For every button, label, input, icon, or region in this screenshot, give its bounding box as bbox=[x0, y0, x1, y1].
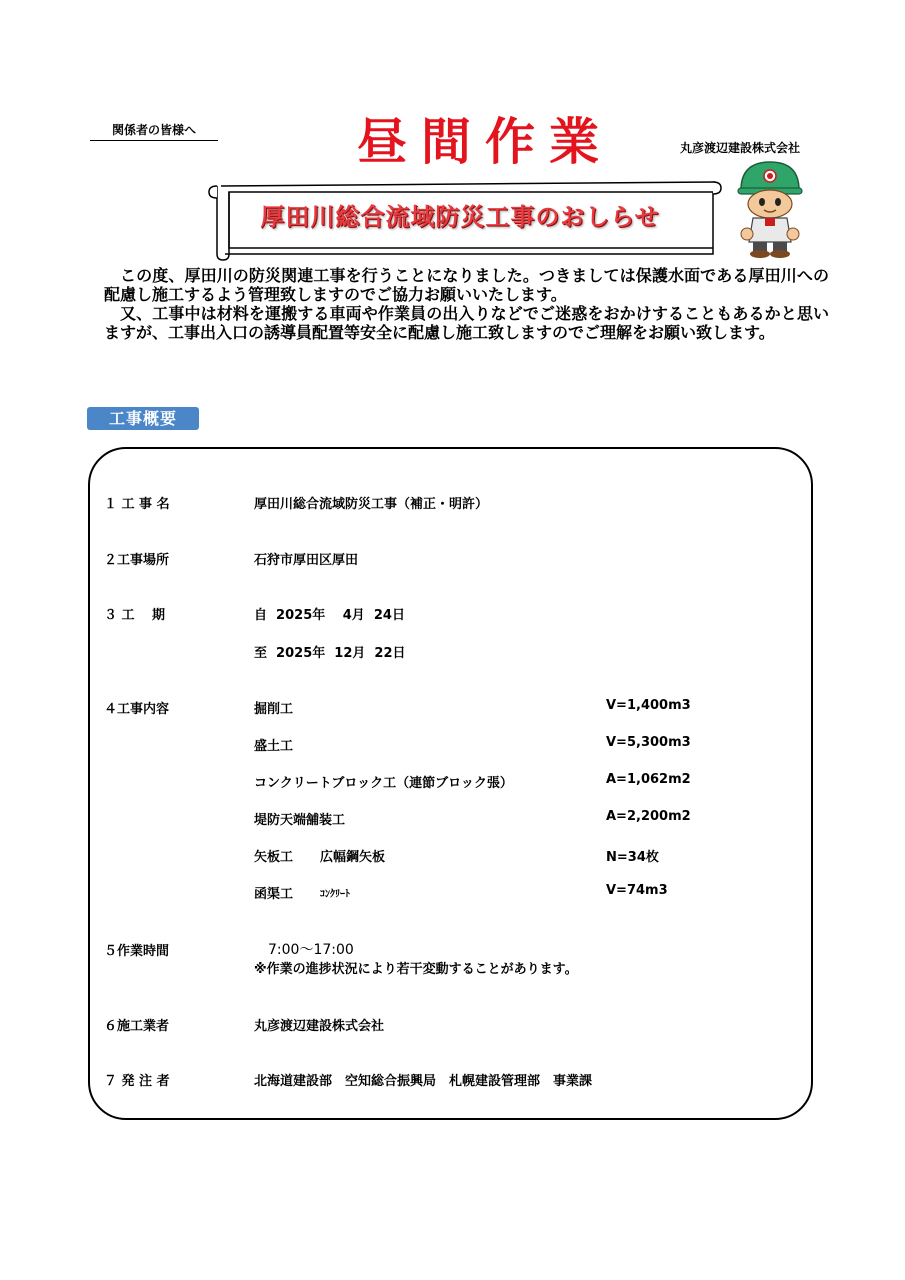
work-item-sub: ｺﾝｸﾘｰﾄ bbox=[320, 889, 350, 900]
work-item-name: 掘削工 bbox=[254, 702, 294, 717]
intro-paragraph-1: この度、厚田川の防災関連工事を行うことになりました。つきましては保護水面である厚田川への配慮し施工するよう管理致しますのでご協力お願いいたします。 bbox=[104, 266, 829, 304]
work-item-quantity: N=34枚 bbox=[606, 850, 659, 865]
site-location-label: ２工事場所 bbox=[104, 553, 170, 568]
contractor-value: 丸彦渡辺建設株式会社 bbox=[254, 1019, 385, 1034]
client-value: 北海道建設部 空知総合振興局 札幌建設管理部 事業課 bbox=[254, 1074, 593, 1089]
project-name-label: １ 工 事 名 bbox=[104, 497, 170, 512]
work-item-quantity: V=5,300m3 bbox=[606, 735, 691, 750]
project-name-value: 厚田川総合流域防災工事（補正・明許） bbox=[254, 497, 489, 512]
work-item-name: 盛土工 bbox=[254, 739, 294, 754]
intro-paragraph-2: 又、工事中は材料を運搬する車両や作業員の出入りなどでご迷惑をおかけすることもあるかと思いますが、工事出入口の誘導員配置等安全に配慮し施工致しますのでご理解をお願い致します。 bbox=[104, 304, 829, 342]
work-item-name: 函渠工 bbox=[254, 887, 294, 902]
company-name-header: 丸彦渡辺建設株式会社 bbox=[680, 141, 801, 155]
intro-text bbox=[104, 266, 829, 342]
work-item-quantity: V=1,400m3 bbox=[606, 698, 691, 713]
work-item-name: コンクリートブロック工（連節ブロック張） bbox=[254, 776, 513, 791]
section-label-overview: 工事概要 bbox=[87, 407, 199, 430]
period-end: 至 2025年 12月 22日 bbox=[254, 646, 406, 661]
work-item-quantity: A=1,062m2 bbox=[606, 772, 691, 787]
site-location-value: 石狩市厚田区厚田 bbox=[254, 553, 359, 568]
construction-period-label: ３ 工 期 bbox=[104, 608, 166, 623]
construction-worker-mascot-icon bbox=[735, 158, 805, 258]
work-item-sub: 広幅鋼矢板 bbox=[320, 850, 386, 865]
contractor-label: ６施工業者 bbox=[104, 1019, 170, 1034]
banner-title: 厚田川総合流域防災工事のおしらせ bbox=[260, 203, 660, 231]
work-item-name: 矢板工 bbox=[254, 850, 294, 865]
work-item-name: 堤防天端舗装工 bbox=[254, 813, 346, 828]
work-content-label: ４工事内容 bbox=[104, 702, 170, 717]
work-hours-label: ５作業時間 bbox=[104, 944, 170, 959]
page-title: 昼間作業 bbox=[357, 113, 613, 171]
work-hours-value: 7:00～17:00 bbox=[268, 942, 354, 958]
period-start: 自 2025年 4月 24日 bbox=[254, 608, 405, 623]
addressee-label: 関係者の皆様へ bbox=[90, 121, 218, 141]
work-item-quantity: V=74m3 bbox=[606, 883, 668, 898]
work-item-quantity: A=2,200m2 bbox=[606, 809, 691, 824]
work-hours-note: ※作業の進捗状況により若干変動することがあります。 bbox=[254, 962, 578, 977]
client-label: ７ 発 注 者 bbox=[104, 1074, 170, 1089]
